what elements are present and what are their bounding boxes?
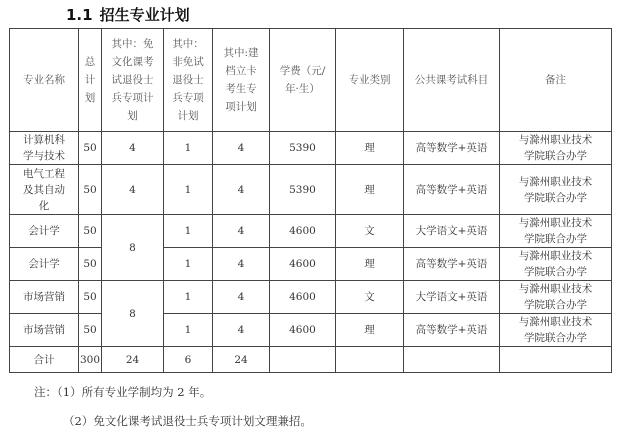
cell-nonexempt: 1 bbox=[164, 215, 213, 248]
total-nonexempt: 6 bbox=[164, 347, 213, 373]
cell-total: 50 bbox=[79, 132, 102, 165]
cell-total: 50 bbox=[79, 281, 102, 314]
cell-category: 理 bbox=[336, 314, 404, 347]
cell-category: 理 bbox=[336, 132, 404, 165]
total-poverty: 24 bbox=[213, 347, 270, 373]
enrollment-plan-table bbox=[9, 28, 612, 373]
cell-total: 50 bbox=[79, 215, 102, 248]
cell-exempt: 4 bbox=[102, 132, 164, 165]
section-number: 1.1 bbox=[66, 6, 93, 24]
header-remark: 备注 bbox=[500, 29, 612, 132]
header-exempt: 其中：免 文化课考 试退役士 兵专项计 划 bbox=[102, 29, 164, 132]
cell-major: 市场营销 bbox=[10, 281, 79, 314]
total-exempt: 24 bbox=[102, 347, 164, 373]
cell-category: 文 bbox=[336, 281, 404, 314]
table-row bbox=[10, 248, 612, 281]
cell-exempt-merged: 8 bbox=[102, 281, 164, 347]
cell-remark: 与滁州职业技术 学院联合办学 bbox=[500, 281, 612, 314]
header-fee: 学费（元/ 年·生） bbox=[270, 29, 336, 132]
note-2: （2）免文化课考试退役士兵专项计划文理兼招。 bbox=[63, 414, 312, 428]
notes bbox=[34, 384, 312, 442]
cell-fee: 4600 bbox=[270, 248, 336, 281]
cell-poverty: 4 bbox=[213, 132, 270, 165]
cell-major: 电气工程 及其自动 化 bbox=[10, 165, 79, 215]
section-title: 招生专业计划 bbox=[99, 6, 190, 24]
cell-major: 市场营销 bbox=[10, 314, 79, 347]
cell-poverty: 4 bbox=[213, 165, 270, 215]
cell-remark: 与滁州职业技术 学院联合办学 bbox=[500, 314, 612, 347]
cell-nonexempt: 1 bbox=[164, 132, 213, 165]
cell-fee: 5390 bbox=[270, 132, 336, 165]
table-row bbox=[10, 281, 612, 314]
cell-subjects: 高等数学+英语 bbox=[404, 132, 500, 165]
total-category-empty bbox=[336, 347, 404, 373]
cell-fee: 4600 bbox=[270, 314, 336, 347]
total-total: 300 bbox=[79, 347, 102, 373]
cell-remark: 与滁州职业技术 学院联合办学 bbox=[500, 132, 612, 165]
cell-nonexempt: 1 bbox=[164, 314, 213, 347]
cell-category: 文 bbox=[336, 215, 404, 248]
cell-total: 50 bbox=[79, 248, 102, 281]
cell-remark: 与滁州职业技术 学院联合办学 bbox=[500, 165, 612, 215]
header-major: 专业名称 bbox=[10, 29, 79, 132]
header-row bbox=[10, 29, 612, 132]
cell-fee: 4600 bbox=[270, 281, 336, 314]
header-category: 专业类别 bbox=[336, 29, 404, 132]
cell-remark: 与滁州职业技术 学院联合办学 bbox=[500, 248, 612, 281]
cell-category: 理 bbox=[336, 248, 404, 281]
cell-subjects: 大学语文+英语 bbox=[404, 281, 500, 314]
cell-exempt-merged: 8 bbox=[102, 215, 164, 281]
header-nonexempt: 其中： 非免试 退役士 兵专项 计划 bbox=[164, 29, 213, 132]
note-1: 注：（1）所有专业学制均为 2 年。 bbox=[34, 385, 212, 399]
cell-subjects: 大学语文+英语 bbox=[404, 215, 500, 248]
total-subjects-empty bbox=[404, 347, 500, 373]
cell-subjects: 高等数学+英语 bbox=[404, 248, 500, 281]
table-row bbox=[10, 215, 612, 248]
header-total: 总 计 划 bbox=[79, 29, 102, 132]
cell-fee: 5390 bbox=[270, 165, 336, 215]
cell-nonexempt: 1 bbox=[164, 165, 213, 215]
table-row bbox=[10, 314, 612, 347]
cell-total: 50 bbox=[79, 314, 102, 347]
total-row bbox=[10, 347, 612, 373]
header-poverty: 其中:建 档立卡 考生专 项计划 bbox=[213, 29, 270, 132]
cell-subjects: 高等数学+英语 bbox=[404, 165, 500, 215]
cell-poverty: 4 bbox=[213, 215, 270, 248]
cell-nonexempt: 1 bbox=[164, 248, 213, 281]
cell-remark: 与滁州职业技术 学院联合办学 bbox=[500, 215, 612, 248]
total-label: 合计 bbox=[10, 347, 79, 373]
total-remark-empty bbox=[500, 347, 612, 373]
cell-subjects: 高等数学+英语 bbox=[404, 314, 500, 347]
cell-major: 计算机科 学与技术 bbox=[10, 132, 79, 165]
cell-major: 会计学 bbox=[10, 248, 79, 281]
cell-exempt: 4 bbox=[102, 165, 164, 215]
cell-category: 理 bbox=[336, 165, 404, 215]
cell-nonexempt: 1 bbox=[164, 281, 213, 314]
header-subjects: 公共课考试科目 bbox=[404, 29, 500, 132]
cell-poverty: 4 bbox=[213, 314, 270, 347]
total-fee-empty bbox=[270, 347, 336, 373]
table-row bbox=[10, 165, 612, 215]
cell-poverty: 4 bbox=[213, 281, 270, 314]
cell-major: 会计学 bbox=[10, 215, 79, 248]
section-heading bbox=[66, 4, 190, 25]
cell-fee: 4600 bbox=[270, 215, 336, 248]
cell-total: 50 bbox=[79, 165, 102, 215]
table-row bbox=[10, 132, 612, 165]
cell-poverty: 4 bbox=[213, 248, 270, 281]
